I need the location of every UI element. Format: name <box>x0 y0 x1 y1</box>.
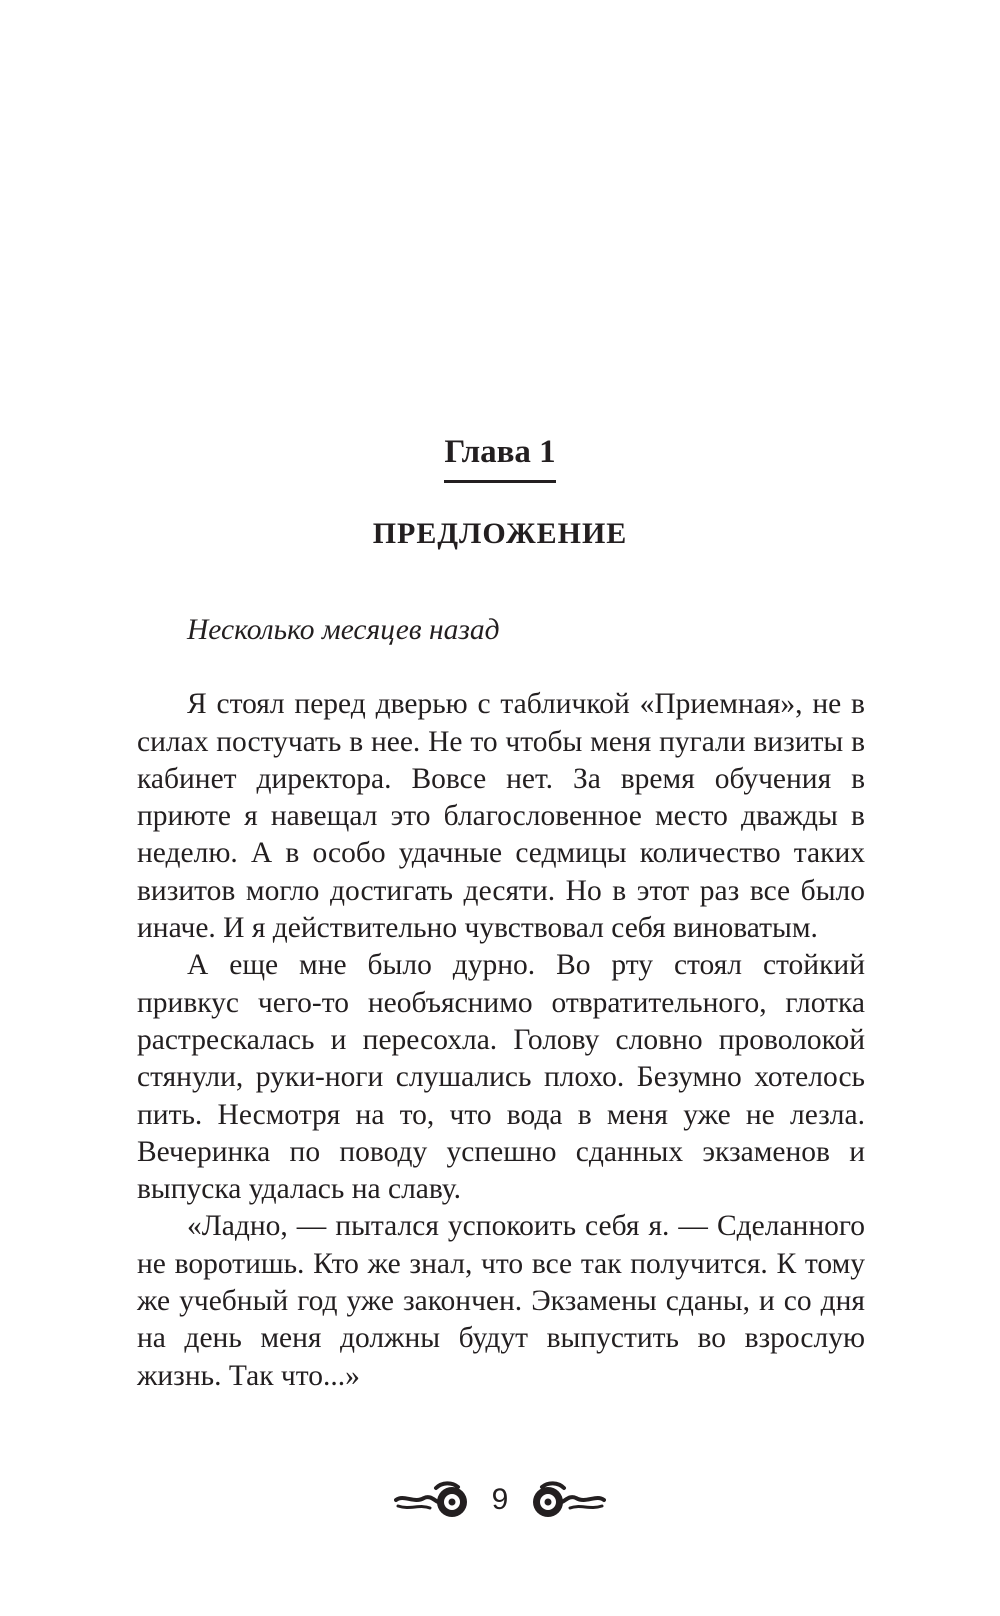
chapter-number: Глава 1 <box>444 432 555 483</box>
chapter-title: ПРЕДЛОЖЕНИЕ <box>372 517 628 550</box>
left-ornament-icon <box>394 1478 474 1522</box>
paragraph: «Ладно, — пытался успокоить себя я. — Сделанного не воротишь. Кто же знал, что все так получится. К тому же учебный год уже закончен. Экзамены сданы, и со дня на день меня должны будут выпустить во взрослую жизнь. Так что...» <box>137 1210 865 1392</box>
chapter-label <box>0 432 1000 483</box>
paragraph: А еще мне было дурно. Во рту стоял стойкий привкус чего-то необъяснимо отвратительного, глотка растрескалась и пересохла. Голову словно проволокой стянули, руки-ноги слушались плохо. Безумно хотелось пить. Несмотря на то, что вода в меня уже не лезла. Вечеринка по поводу успешно сданных экзаменов и выпуска удалась на славу. <box>137 949 865 1206</box>
right-ornament-icon <box>526 1478 606 1522</box>
page-footer <box>0 1470 1000 1530</box>
page-number: 9 <box>491 1483 509 1516</box>
epigraph: Несколько месяцев назад <box>187 614 500 646</box>
body-text <box>137 612 865 1395</box>
paragraph: Я стоял перед дверью с табличкой «Приемная», не в силах постучать в нее. Не то чтобы меня пугали визиты в кабинет директора. Вовсе нет. За время обучения в приюте я навещал это благословенное место дважды в неделю. А в особо удачные седмицы количество таких визитов могло достигать десяти. Но в этот раз все было иначе. И я действительно чувствовал себя виноватым. <box>137 688 865 945</box>
